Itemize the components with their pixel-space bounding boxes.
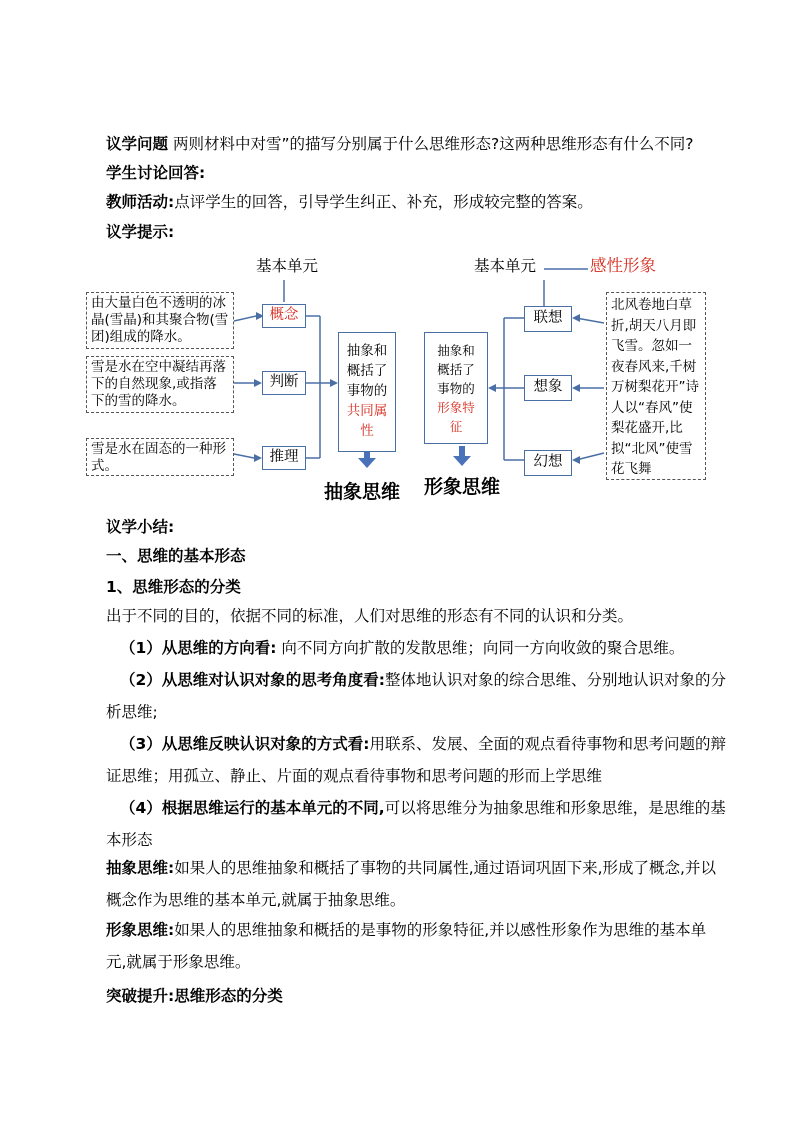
- breakthrough-label: 突破提升:: [106, 987, 175, 1005]
- image-center-line-2: 概括了: [437, 362, 475, 377]
- hint-heading: 议学提示:: [106, 223, 175, 241]
- paragraph-basic-unit-text: 可以将思维分为抽象思维和形象思维，是思维的基本形态: [106, 799, 726, 849]
- paragraph-image-label: 形象思维:: [106, 921, 175, 939]
- question-text: 两则材料中对雪”的描写分别属于什么思维形态?这两种思维形态有什么不同?: [168, 135, 694, 153]
- unit-reasoning: 推理: [262, 446, 306, 470]
- paragraph-direction: [106, 632, 726, 664]
- abstract-center-line-3: 事物的: [346, 383, 388, 399]
- teacher-label: 教师活动:: [106, 193, 175, 211]
- left-note-3: 雪是水在固态的一种形式。: [86, 438, 234, 476]
- thinking-forms-diagram: [84, 248, 710, 510]
- abstract-center-red-1: 共同属: [346, 403, 388, 419]
- unit-concept: 概念: [262, 304, 306, 328]
- paragraph-angle: [106, 664, 726, 728]
- paragraph-abstract-label: 抽象思维:: [106, 859, 175, 877]
- paragraph-image: [106, 914, 726, 978]
- paragraph-mode-label: （3）从思维反映认识对象的方式看:: [120, 735, 370, 753]
- unit-imagination: 想象: [524, 375, 572, 401]
- abstract-center-box: [338, 332, 396, 452]
- paragraph-basic-unit-label: （4）根据思维运行的基本单元的不同,: [120, 799, 385, 817]
- paragraph-angle-text: 整体地认识对象的综合思维、分别地认识对象的分析思维;: [106, 671, 727, 721]
- summary-heading: 议学小结:: [106, 518, 175, 536]
- right-unit-title: [474, 258, 536, 275]
- paragraph-abstract: [106, 852, 726, 916]
- paragraph-mode-text: 用联系、发展、全面的观点看待事物和思考问题的辩证思维；用孤立、静止、片面的观点看待事物和思考问题的形而上学思维: [106, 735, 727, 785]
- teacher-line: [106, 192, 593, 212]
- paragraph-basic-unit: [106, 792, 726, 856]
- breakthrough-line: [106, 986, 283, 1006]
- paragraph-image-text: 如果人的思维抽象和概括的是事物的形象特征,并以感性形象作为思维的基本单元,就属于形象思维。: [106, 921, 707, 971]
- left-unit-title: 基本单元: [256, 257, 319, 275]
- image-center-red-2: 征: [449, 419, 463, 434]
- breakthrough-text: 思维形态的分类: [174, 987, 283, 1005]
- image-center-line-1: 抽象和: [437, 343, 475, 358]
- sensory-image-label: 感性形象: [590, 256, 656, 275]
- subsection-heading-1: 1、思维形态的分类: [106, 578, 241, 596]
- right-note: 北风卷地白草折,胡天八月即飞雪。忽如一夜春风来,千树万树梨花开”诗人以“春风”使梨花盛开,比拟“北风”使雪花飞舞: [606, 292, 706, 480]
- paragraph-direction-text: 向不同方向扩散的发散思维；向同一方向收敛的聚合思维。: [276, 639, 685, 657]
- left-note-2: 雪是水在空中凝结再落下的自然现象,或指落下的雪的降水。: [86, 356, 234, 413]
- unit-association: 联想: [524, 306, 572, 332]
- image-center-line-3: 事物的: [437, 381, 475, 396]
- paragraph-mode: [106, 728, 726, 792]
- image-center-box: [424, 332, 488, 444]
- abstract-thinking-label: 抽象思维: [324, 481, 401, 503]
- abstract-center-line-1: 抽象和: [346, 343, 388, 359]
- question-label: 议学问题: [106, 135, 169, 153]
- unit-judgment: 判断: [262, 371, 306, 395]
- abstract-center-line-2: 概括了: [346, 363, 388, 379]
- paragraph-intro: 出于不同的目的，依据不同的标准，人们对思维的形态有不同的认识和分类。: [106, 607, 634, 625]
- question-line: [106, 134, 693, 154]
- right-unit-title-text: 基本单元: [474, 257, 537, 275]
- discussion-line: 学生讨论回答:: [106, 164, 206, 182]
- paragraph-abstract-text: 如果人的思维抽象和概括了事物的共同属性,通过语词巩固下来,形成了概念,并以概念作为思维的基本单元,就属于抽象思维。: [106, 859, 716, 909]
- image-center-red-1: 形象特: [437, 400, 475, 415]
- section-heading-1: 一、思维的基本形态: [106, 547, 246, 565]
- abstract-center-red-2: 性: [360, 423, 374, 439]
- left-note-1: 由大量白色不透明的冰晶(雪晶)和其聚合物(雪团)组成的降水。: [86, 292, 234, 349]
- paragraph-direction-label: （1）从思维的方向看:: [120, 639, 277, 657]
- image-thinking-label: 形象思维: [424, 476, 501, 498]
- paragraph-angle-label: （2）从思维对认识对象的思考角度看:: [120, 671, 385, 689]
- unit-fantasy: 幻想: [524, 450, 572, 476]
- teacher-text: 点评学生的回答，引导学生纠正、补充，形成较完整的答案。: [174, 193, 593, 211]
